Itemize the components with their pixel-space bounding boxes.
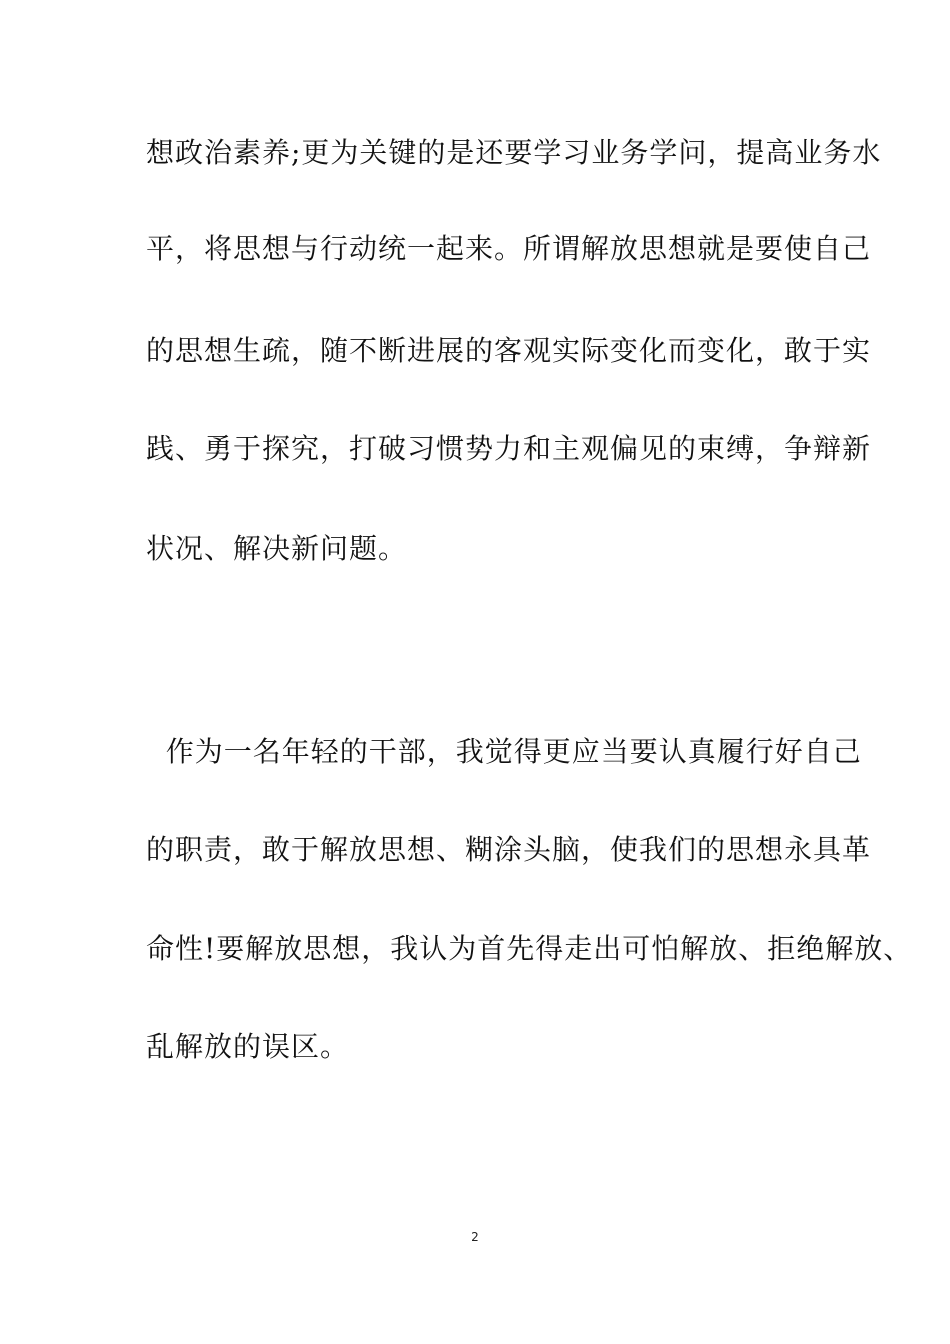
paragraph-1-line-1: 想政治素养;更为关键的是还要学习业务学问，提高业务水 <box>146 136 882 169</box>
paragraph-2-line-2: 的职责，敢于解放思想、糊涂头脑，使我们的思想永具革 <box>146 833 872 866</box>
paragraph-1-line-4: 践、勇于探究，打破习惯势力和主观偏见的束缚，争辩新 <box>146 432 872 465</box>
paragraph-1-line-5: 状况、解决新问题。 <box>146 532 408 565</box>
page-number: 2 <box>471 1230 479 1244</box>
paragraph-1-line-3: 的思想生疏，随不断进展的客观实际变化而变化，敢于实 <box>146 334 872 367</box>
paragraph-2-line-1: 作为一名年轻的干部，我觉得更应当要认真履行好自己 <box>146 735 862 768</box>
paragraph-2-line-4: 乱解放的误区。 <box>146 1030 350 1063</box>
paragraph-1-line-2: 平，将思想与行动统一起来。所谓解放思想就是要使自己 <box>146 232 872 265</box>
paragraph-2-line-3: 命性!要解放思想，我认为首先得走出可怕解放、拒绝解放、 <box>146 932 913 965</box>
